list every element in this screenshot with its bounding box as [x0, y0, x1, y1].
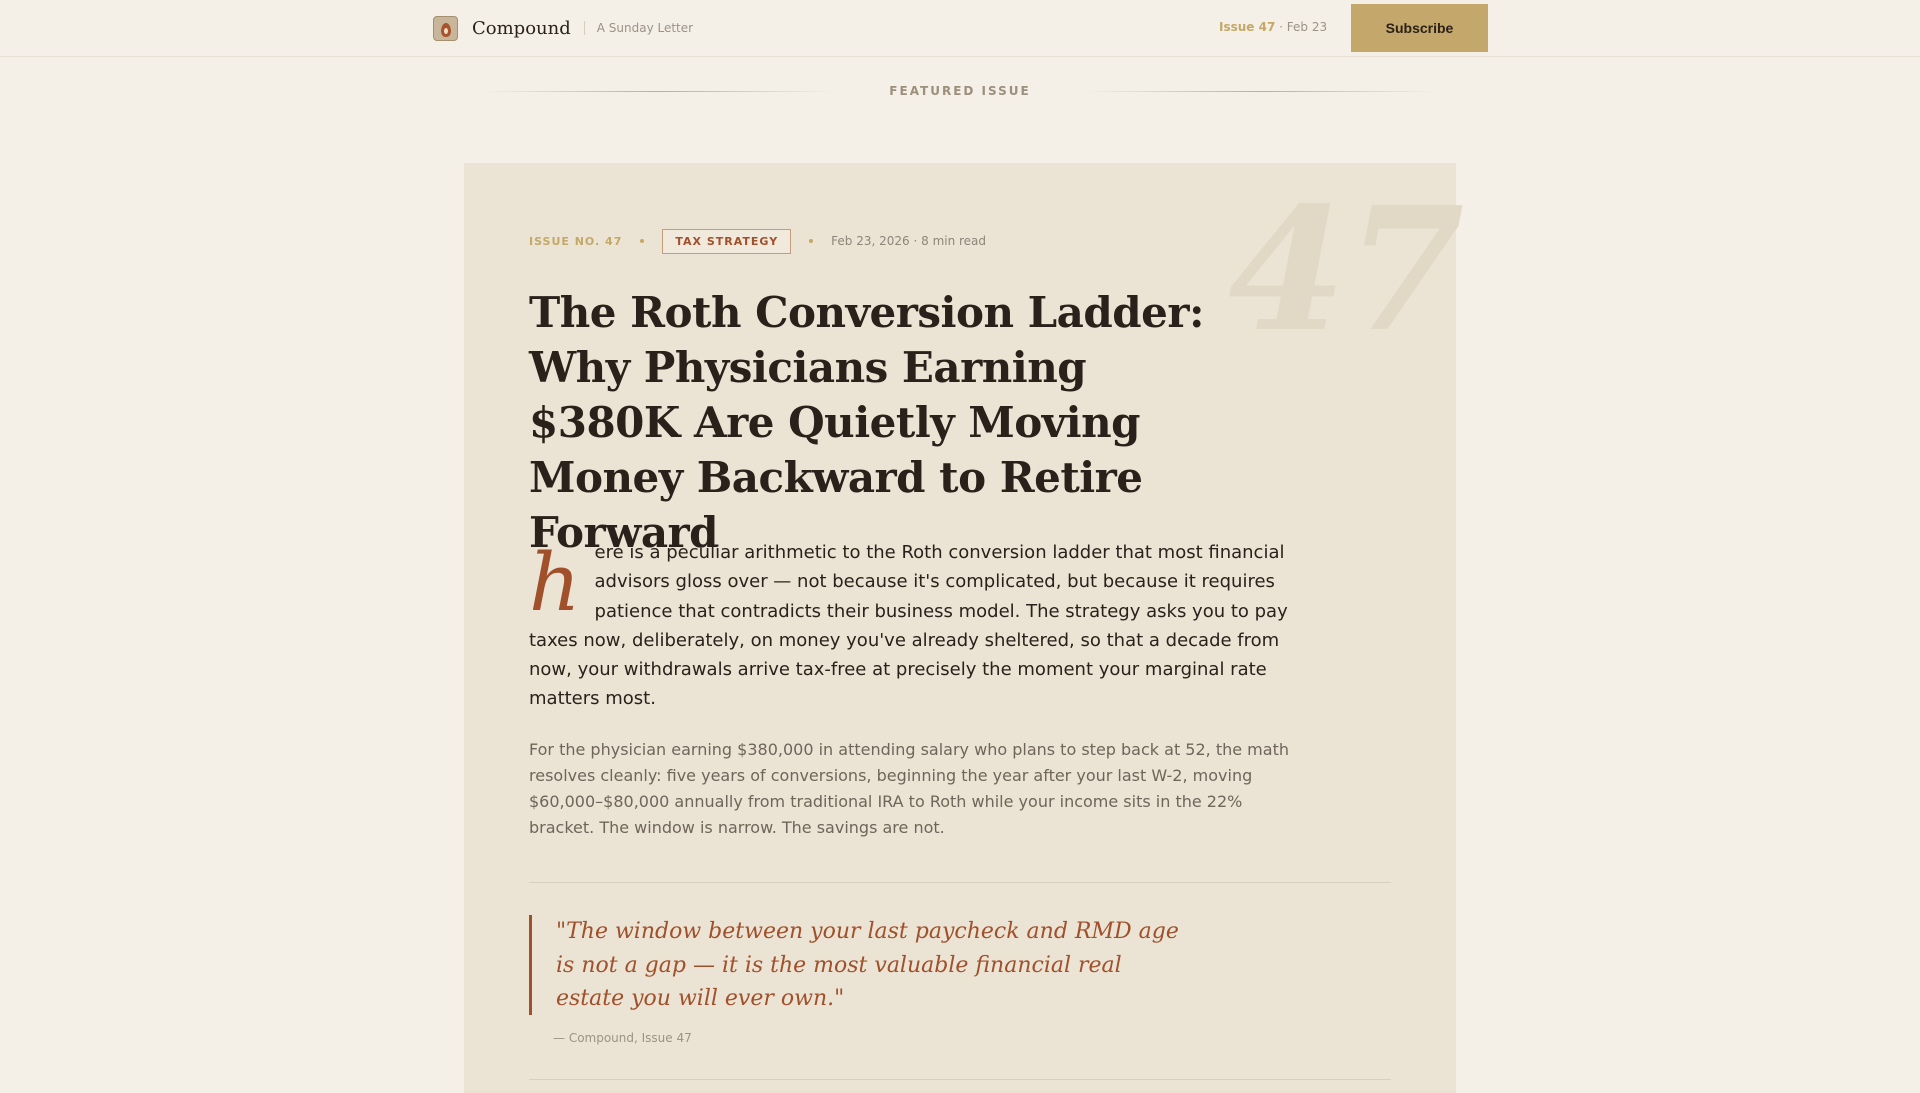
meta-separator-dot: [809, 239, 813, 243]
category-tag[interactable]: TAX STRATEGY: [662, 229, 791, 254]
drop-cap: h: [529, 536, 581, 629]
lede-text: ere is a peculiar arithmetic to the Roth conversion ladder that most financial advisors gloss over — not because it's complicated, but because it requires patience that contradicts their business model. The strategy asks you to pay taxes now, deliberately, on money you've already sheltered, so that a decade from now, your withdrawals arrive tax-free at precisely the moment your marginal rate matters most.: [529, 542, 1288, 710]
pull-quote: "The window between your last paycheck and RMD age is not a gap — it is the most valuable financial real estate you will ever own.": [529, 915, 1189, 1015]
issue-watermark-number: 47: [1228, 170, 1465, 370]
issue-number: Issue 47: [1219, 20, 1276, 34]
pull-quote-attribution: — Compound, Issue 47: [553, 1031, 692, 1045]
article-paragraph: For the physician earning $380,000 in attending salary who plans to step back at 52, the math resolves cleanly: five years of conversions, beginning the year after your last W-2, moving $60,000–$80,000 annually from traditional IRA to Roth while your income sits in the 22% bracket. The window is narrow. The savings are not.: [529, 740, 1289, 837]
divider-rule-left: [480, 91, 837, 92]
flame-icon: [433, 16, 458, 41]
featured-issue-divider: [480, 83, 1440, 99]
current-issue-meta: [1219, 20, 1327, 34]
brand-name: Compound: [472, 17, 571, 39]
section-divider: [529, 882, 1391, 883]
meta-separator-dot: [640, 239, 644, 243]
article-meta-row: [529, 228, 986, 254]
issue-date: · Feb 23: [1279, 20, 1328, 34]
brand[interactable]: [433, 15, 693, 41]
article-title[interactable]: The Roth Conversion Ladder: Why Physicians Earning $380K Are Quietly Moving Money Backward to Retire Forward: [529, 288, 1204, 557]
article-lede: [529, 538, 1289, 714]
top-navigation-bar: [0, 0, 1920, 57]
subscribe-button[interactable]: Subscribe: [1351, 4, 1488, 52]
article-date-readtime: Feb 23, 2026 · 8 min read: [831, 234, 987, 248]
brand-divider: [584, 21, 585, 35]
divider-rule-right: [1083, 91, 1440, 92]
article-issue-number: ISSUE NO. 47: [529, 234, 623, 248]
brand-tagline: A Sunday Letter: [596, 21, 694, 35]
featured-issue-label: FEATURED ISSUE: [889, 84, 1031, 98]
